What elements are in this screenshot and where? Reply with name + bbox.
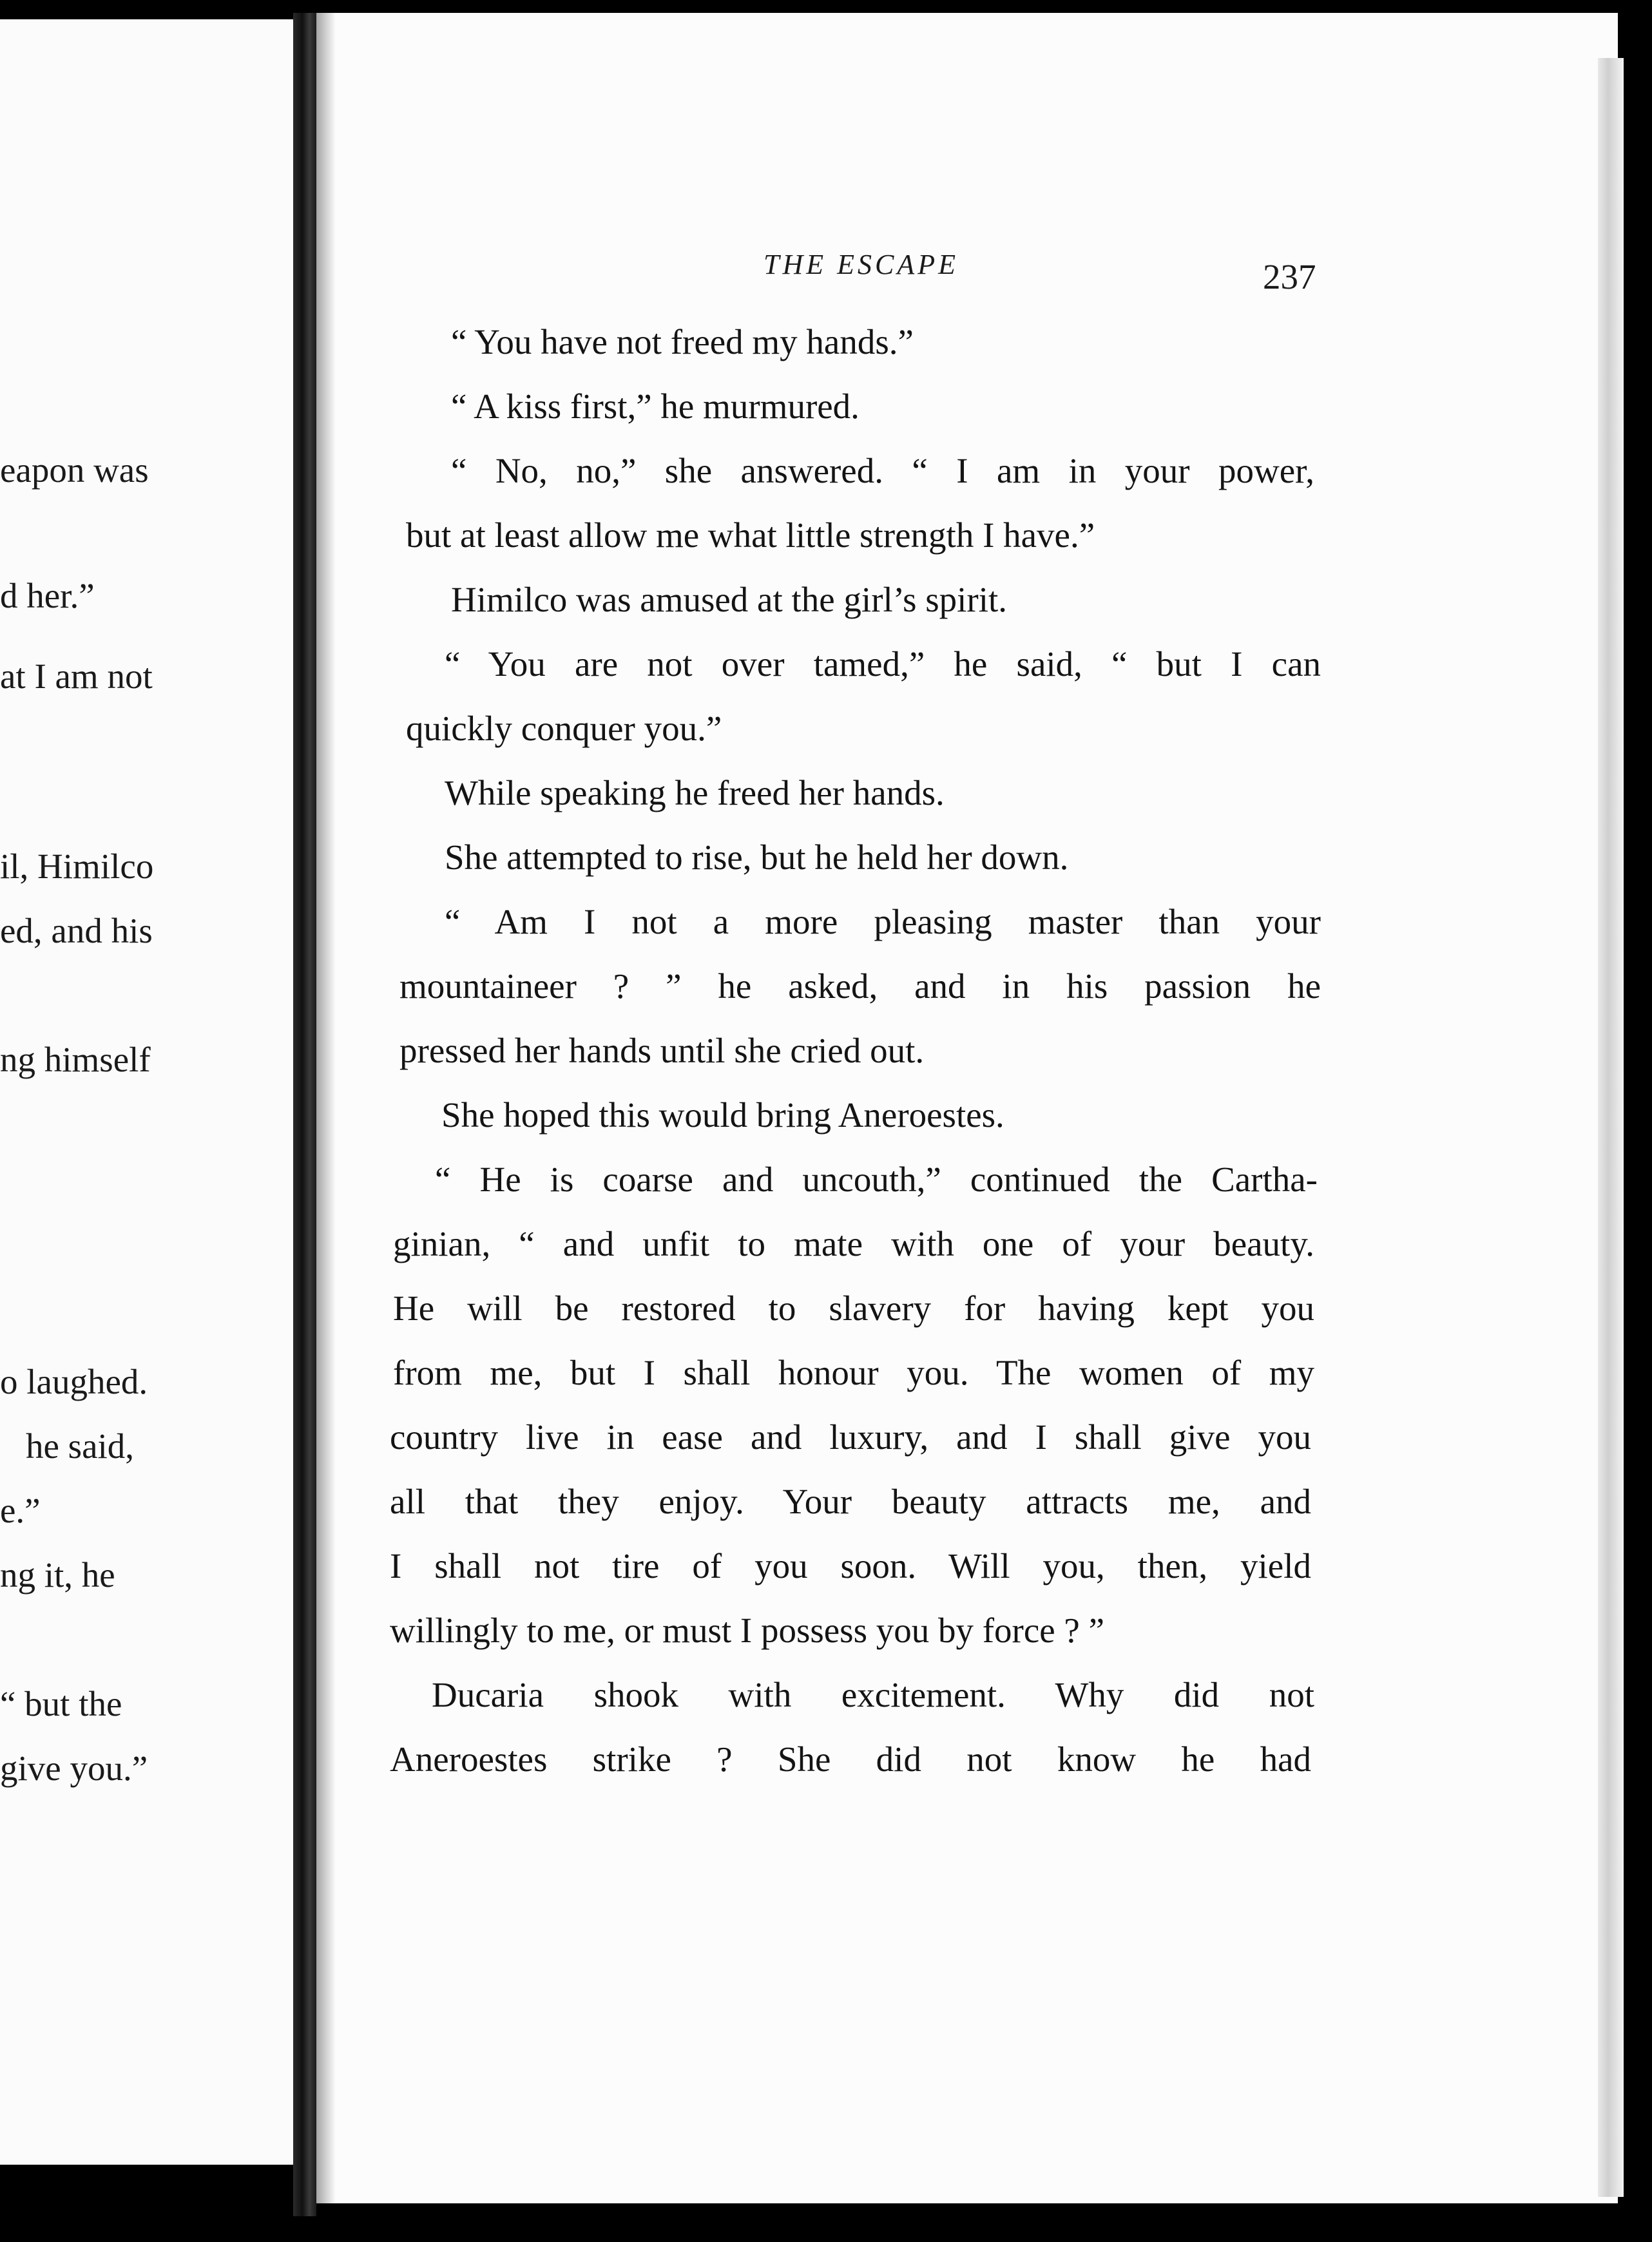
text-line-2: “ A kiss first,” he murmured. (451, 387, 860, 426)
text-line-12: pressed her hands until she cried out. (399, 1031, 925, 1070)
text-line-1: “ You have not freed my hands.” (451, 322, 914, 361)
gutter-shadow (316, 13, 336, 2216)
left-line-2: d her.” (0, 576, 95, 615)
running-head: THE ESCAPE (764, 249, 959, 280)
page-edge (1598, 58, 1624, 2197)
text-line-19: all that they enjoy. Your beauty attracts me, and (390, 1482, 1311, 1521)
text-line-4: but at least allow me what little strength I have.” (406, 515, 1095, 555)
left-line-7: o laughed. (0, 1362, 148, 1401)
text-line-9: She attempted to rise, but he held her down. (445, 838, 1069, 877)
text-line-18: country live in ease and luxury, and I shall give you (390, 1417, 1311, 1457)
page-number: 237 (1263, 257, 1316, 296)
text-line-13: She hoped this would bring Aneroestes. (441, 1095, 1004, 1135)
left-line-4: il, Himilco (0, 847, 154, 886)
text-line-16: He will be restored to slavery for having kept you (393, 1289, 1314, 1328)
left-line-1: eapon was (0, 450, 149, 490)
left-line-5: ed, and his (0, 911, 153, 950)
left-line-11: “ but the (0, 1684, 122, 1723)
text-line-8: While speaking he freed her hands. (445, 773, 945, 812)
left-line-10: ng it, he (0, 1555, 115, 1595)
left-line-6: ng himself (0, 1040, 151, 1079)
text-line-7: quickly conquer you.” (406, 709, 722, 748)
text-line-14: “ He is coarse and uncouth,” continued the Cartha- (435, 1160, 1318, 1199)
text-line-15: ginian, “ and unfit to mate with one of your beauty. (393, 1224, 1314, 1263)
text-line-3: “ No, no,” she answered. “ I am in your power, (451, 451, 1314, 490)
left-line-12: give you.” (0, 1749, 148, 1788)
left-line-8: he said, (26, 1426, 135, 1466)
left-line-3: at I am not (0, 656, 153, 696)
left-line-9: e.” (0, 1491, 41, 1530)
text-line-11: mountaineer ? ” he asked, and in his passion he (399, 966, 1321, 1006)
text-line-17: from me, but I shall honour you. The women of my (393, 1353, 1314, 1392)
text-line-20: I shall not tire of you soon. Will you, then, yield (390, 1546, 1311, 1586)
left-page-fragment (0, 19, 293, 2165)
book-gutter (293, 13, 316, 2216)
text-line-22: Ducaria shook with excitement. Why did not (432, 1675, 1314, 1714)
text-line-6: “ You are not over tamed,” he said, “ but I can (445, 644, 1321, 684)
text-line-5: Himilco was amused at the girl’s spirit. (451, 580, 1008, 619)
text-line-10: “ Am I not a more pleasing master than your (445, 902, 1321, 941)
text-line-23: Aneroestes strike ? She did not know he had (390, 1739, 1311, 1779)
text-line-21: willingly to me, or must I possess you by force ? ” (390, 1611, 1104, 1650)
